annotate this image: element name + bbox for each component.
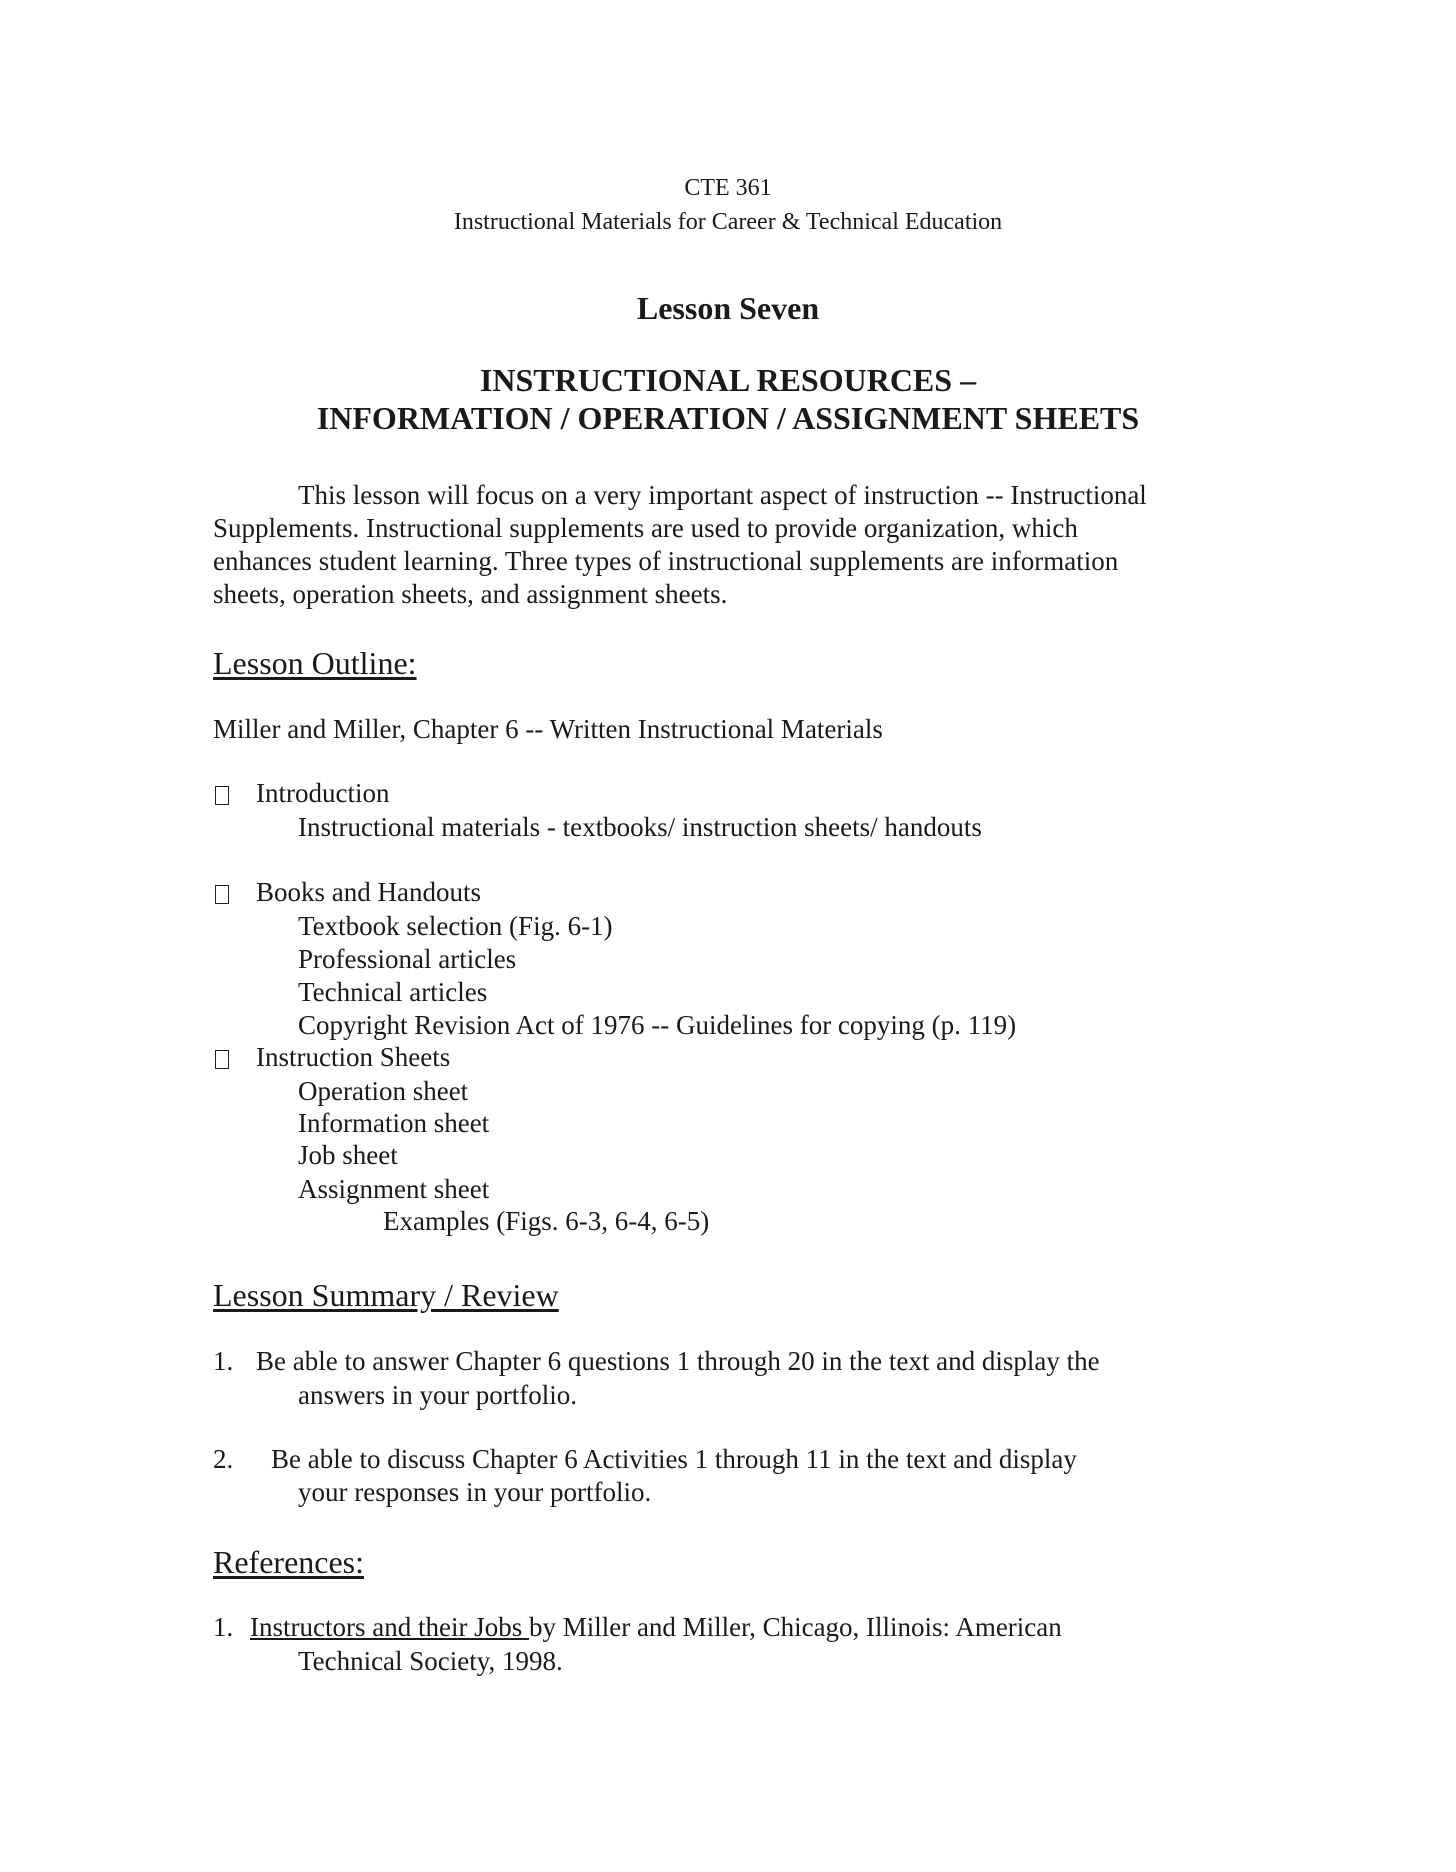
outline-subitem: Examples (Figs. 6-3, 6-4, 6-5): [383, 1206, 710, 1236]
outline-topic: Introduction: [256, 778, 390, 808]
intro-line: Supplements. Instructional supplements are used to provide organization, which: [213, 513, 1078, 543]
lesson-title: Lesson Seven: [636, 290, 820, 326]
summary-item-line: your responses in your portfolio.: [298, 1477, 652, 1507]
summary-number: 1.: [213, 1346, 234, 1376]
reference-details: by Miller and Miller, Chicago, Illinois: American: [528, 1612, 1062, 1642]
main-title-line2: INFORMATION / OPERATION / ASSIGNMENT SHEETS: [316, 400, 1140, 436]
outline-topic: Books and Handouts: [256, 877, 481, 907]
course-name: Instructional Materials for Career & Technical Education: [453, 209, 1003, 235]
outline-topic: Instruction Sheets: [256, 1042, 451, 1072]
bullet-box-icon: [215, 1050, 229, 1069]
outline-item: Professional articles: [298, 944, 517, 974]
reference-line: [250, 1612, 1062, 1643]
summary-number: 2.: [213, 1444, 234, 1474]
outline-item: Information sheet: [298, 1108, 490, 1138]
outline-item: Assignment sheet: [298, 1174, 490, 1204]
summary-heading: Lesson Summary / Review: [213, 1277, 559, 1313]
bullet-box-icon: [215, 786, 229, 805]
reference-title: Instructors and their Jobs: [250, 1612, 529, 1642]
outline-item: Technical articles: [298, 977, 488, 1007]
reference-number: 1.: [213, 1612, 234, 1642]
intro-line: This lesson will focus on a very important aspect of instruction -- Instructional: [298, 480, 1147, 510]
outline-source: Miller and Miller, Chapter 6 -- Written Instructional Materials: [213, 714, 883, 744]
outline-heading: Lesson Outline:: [213, 645, 417, 681]
outline-item: Textbook selection (Fig. 6-1): [298, 911, 613, 941]
intro-line: sheets, operation sheets, and assignment sheets.: [213, 579, 728, 609]
main-title-line1: INSTRUCTIONAL RESOURCES –: [479, 362, 977, 398]
outline-item: Copyright Revision Act of 1976 -- Guidelines for copying (p. 119): [298, 1010, 1017, 1040]
summary-item-line: answers in your portfolio.: [298, 1380, 577, 1410]
outline-item: Operation sheet: [298, 1076, 469, 1106]
intro-line: enhances student learning. Three types of instructional supplements are information: [213, 546, 1119, 576]
summary-item-line: Be able to answer Chapter 6 questions 1 through 20 in the text and display the: [256, 1346, 1100, 1376]
reference-line2: Technical Society, 1998.: [298, 1646, 563, 1676]
summary-item-line: Be able to discuss Chapter 6 Activities 1 through 11 in the text and display: [271, 1444, 1077, 1474]
references-heading: References:: [213, 1544, 365, 1580]
bullet-box-icon: [215, 885, 229, 904]
outline-item: Instructional materials - textbooks/ instruction sheets/ handouts: [298, 812, 982, 842]
outline-item: Job sheet: [298, 1140, 398, 1170]
course-code: CTE 361: [684, 175, 772, 201]
